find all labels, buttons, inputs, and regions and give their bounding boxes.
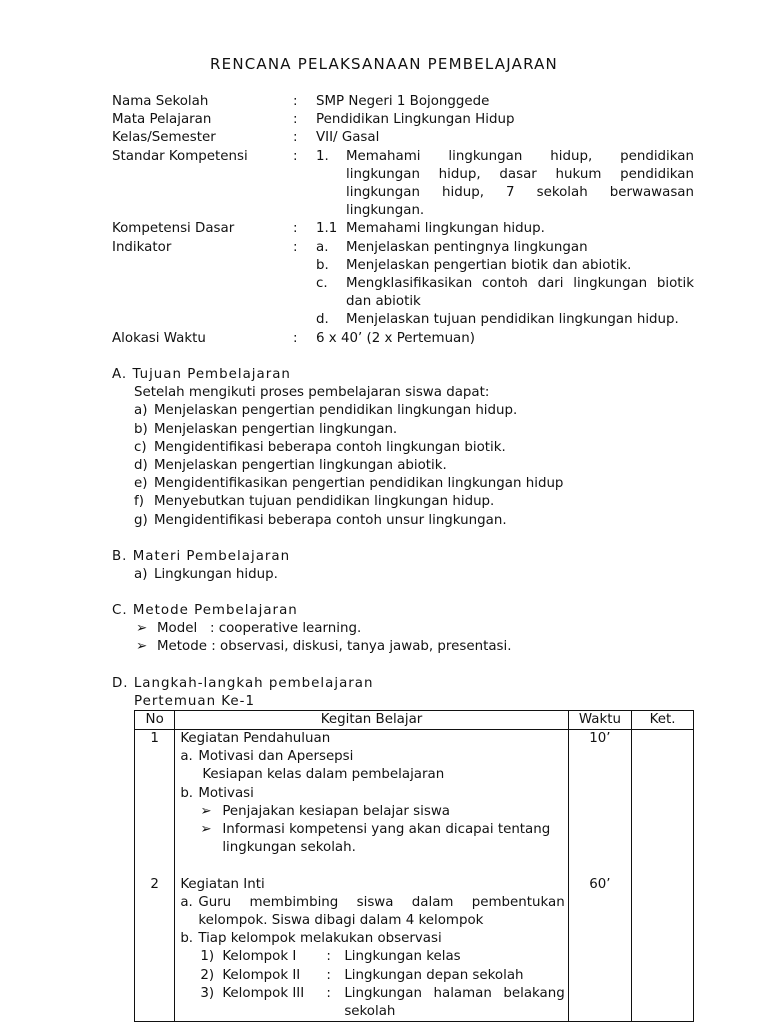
item-text: Motivasi dan Apersepsi [198, 749, 354, 765]
item-number: c. [316, 276, 328, 292]
item-text: Motivasi [198, 785, 254, 801]
duration: 10’ [589, 731, 611, 746]
item-marker: d) [134, 458, 148, 474]
item-text: Guru membimbing siswa dalam pembentukan kelompok. Siswa dibagi dalam 4 kelompok [198, 894, 565, 929]
activity-bullet [180, 821, 564, 857]
activity-note: Kesiapan kelas dalam pembelajaran [202, 767, 445, 783]
activity-sub [180, 785, 564, 803]
section-tujuan-pembelajaran [112, 366, 563, 530]
activity-title: Kegiatan Pendahuluan [180, 731, 331, 746]
indikator-item [316, 275, 694, 311]
group-colon: : [326, 967, 331, 983]
indikator-item [316, 311, 694, 329]
item-number: 1.1 [316, 221, 338, 237]
group-name: Kelompok I [222, 949, 297, 965]
info-colon: : [293, 239, 298, 255]
group-location: Lingkungan kelas [344, 949, 461, 965]
item-text: Informasi kompetensi yang akan dicapai tentang lingkungan sekolah. [222, 822, 551, 856]
item-text: Metode : observasi, diskusi, tanya jawab, presentasi. [157, 639, 512, 655]
indikator-item [316, 239, 694, 257]
group-location: Lingkungan halaman belakang sekolah [344, 985, 565, 1020]
group-item [180, 967, 564, 985]
section-heading: D. Langkah-langkah pembelajaran [112, 676, 374, 691]
info-colon: : [293, 130, 298, 146]
item-text: Menyebutkan tujuan pendidikan lingkungan hidup. [154, 494, 495, 510]
info-row-kelas-semester [112, 129, 694, 147]
standar-kompetensi-item [316, 148, 694, 221]
group-location: Lingkungan depan sekolah [344, 967, 524, 983]
arrow-bullet-icon: ➢ [136, 621, 148, 637]
section-heading: B. Materi Pembelajaran [112, 549, 291, 564]
info-row-kompetensi-dasar [112, 220, 694, 238]
arrow-bullet-icon: ➢ [200, 803, 212, 819]
group-item [180, 985, 564, 1021]
item-text: Memahami lingkungan hidup. [346, 221, 545, 237]
indikator-item [316, 257, 694, 275]
kompetensi-dasar-item [316, 220, 694, 238]
info-label: Kelas/Semester [112, 130, 216, 146]
item-marker: c) [134, 439, 147, 455]
arrow-bullet-icon: ➢ [136, 639, 148, 655]
info-value: SMP Negeri 1 Bojonggede [316, 94, 490, 109]
item-text: Mengidentifikasi beberapa contoh unsur lingkungan. [154, 512, 507, 528]
item-text: Penjajakan kesiapan belajar siswa [222, 803, 451, 819]
table-row [135, 730, 694, 1022]
list-item [112, 620, 511, 638]
item-text: Mengidentifikasikan pengertian pendidikan lingkungan hidup [154, 476, 564, 492]
list-item [112, 638, 511, 656]
info-colon: : [293, 94, 298, 109]
info-value: 6 x 40’ (2 x Pertemuan) [316, 330, 475, 346]
item-marker: g) [134, 512, 148, 528]
list-item [112, 475, 563, 493]
info-colon: : [293, 148, 298, 164]
item-text: Tiap kelompok melakukan observasi [198, 931, 442, 947]
header-ket: Ket. [632, 711, 694, 730]
group-name: Kelompok III [222, 985, 305, 1001]
activity-sub [180, 930, 564, 948]
info-label: Kompetensi Dasar [112, 221, 235, 237]
item-number: b. [316, 257, 329, 273]
item-text: Mengklasifikasikan contoh dari lingkungan biotik dan abiotik [346, 276, 694, 310]
item-text: Model : cooperative learning. [157, 621, 362, 637]
item-number: d. [316, 312, 329, 328]
info-row-standar-kompetensi [112, 148, 694, 221]
item-marker: 3) [200, 985, 215, 1001]
info-label: Indikator [112, 239, 172, 255]
activity-bullet [180, 803, 564, 821]
item-text: Menjelaskan pengertian pendidikan lingkungan hidup. [154, 403, 518, 419]
header-no: No [135, 711, 175, 730]
activity-table [134, 710, 694, 1022]
page-title: RENCANA PELAKSANAAN PEMBELAJARAN [210, 55, 558, 73]
row-number: 1 [150, 731, 159, 746]
item-marker: 1) [200, 949, 215, 965]
list-item [112, 512, 563, 530]
info-colon: : [293, 112, 298, 128]
item-marker: b) [134, 421, 148, 437]
section-subheading: Pertemuan Ke-1 [134, 694, 256, 710]
info-value: Pendidikan Lingkungan Hidup [316, 112, 515, 128]
item-marker: a. [180, 894, 193, 910]
item-number: 1. [316, 148, 329, 164]
item-marker: b. [180, 931, 194, 947]
row-number: 2 [150, 877, 159, 893]
item-marker: e) [134, 476, 148, 492]
list-item [112, 439, 563, 457]
item-marker: a) [134, 403, 148, 419]
section-materi-pembelajaran [112, 548, 290, 584]
item-text: Memahami lingkungan hidup, pendidikan lingkungan hidup, dasar hukum pendidikan lingkungan hidup, 7 sekolah berwawasan lingkungan. [346, 148, 694, 219]
group-colon: : [326, 949, 331, 965]
item-text: Menjelaskan pengertian biotik dan abiotik. [346, 257, 632, 273]
section-langkah-pembelajaran [112, 675, 373, 711]
info-label: Alokasi Waktu [112, 330, 206, 346]
list-item [112, 402, 563, 420]
info-colon: : [293, 221, 298, 237]
info-label: Nama Sekolah [112, 94, 209, 109]
group-item [180, 948, 564, 966]
header-kegiatan: Kegitan Belajar [175, 711, 568, 730]
header-waktu: Waktu [568, 711, 631, 730]
section-intro: Setelah mengikuti proses pembelajaran siswa dapat: [134, 385, 490, 401]
item-marker: 2) [200, 967, 215, 983]
item-text: Menjelaskan pentingnya lingkungan [346, 239, 588, 255]
item-number: a. [316, 239, 329, 255]
item-marker: b. [180, 785, 194, 801]
list-item [112, 421, 563, 439]
table-header-row [135, 711, 694, 730]
info-label: Standar Kompetensi [112, 148, 248, 164]
duration: 60’ [589, 877, 611, 893]
item-text: Mengidentifikasi beberapa contoh lingkungan biotik. [154, 439, 506, 455]
item-marker: a) [134, 567, 148, 583]
info-row-nama-sekolah [112, 93, 694, 111]
notes-cell [632, 730, 694, 1022]
item-text: Menjelaskan tujuan pendidikan lingkungan hidup. [346, 312, 679, 328]
list-item [112, 493, 563, 511]
item-marker: f) [134, 494, 144, 510]
section-metode-pembelajaran [112, 602, 511, 657]
info-label: Mata Pelajaran [112, 112, 212, 128]
arrow-bullet-icon: ➢ [200, 822, 212, 838]
info-value: VII/ Gasal [316, 130, 380, 146]
item-text: Menjelaskan pengertian lingkungan abiotik. [154, 458, 447, 474]
identity-block [112, 93, 694, 348]
list-item [112, 457, 563, 475]
item-text: Lingkungan hidup. [154, 567, 278, 583]
info-row-mata-pelajaran [112, 111, 694, 129]
section-heading: A. Tujuan Pembelajaran [112, 367, 291, 382]
group-name: Kelompok II [222, 967, 301, 983]
group-colon: : [326, 985, 331, 1001]
info-row-alokasi-waktu [112, 330, 694, 348]
activity-title: Kegiatan Inti [180, 876, 265, 892]
info-row-indikator [112, 239, 694, 330]
section-heading: C. Metode Pembelajaran [112, 603, 298, 618]
item-marker: a. [180, 749, 193, 765]
info-colon: : [293, 330, 298, 346]
activity-sub [180, 894, 564, 930]
item-text: Menjelaskan pengertian lingkungan. [154, 421, 398, 437]
list-item [112, 566, 290, 584]
activity-sub [180, 748, 564, 766]
